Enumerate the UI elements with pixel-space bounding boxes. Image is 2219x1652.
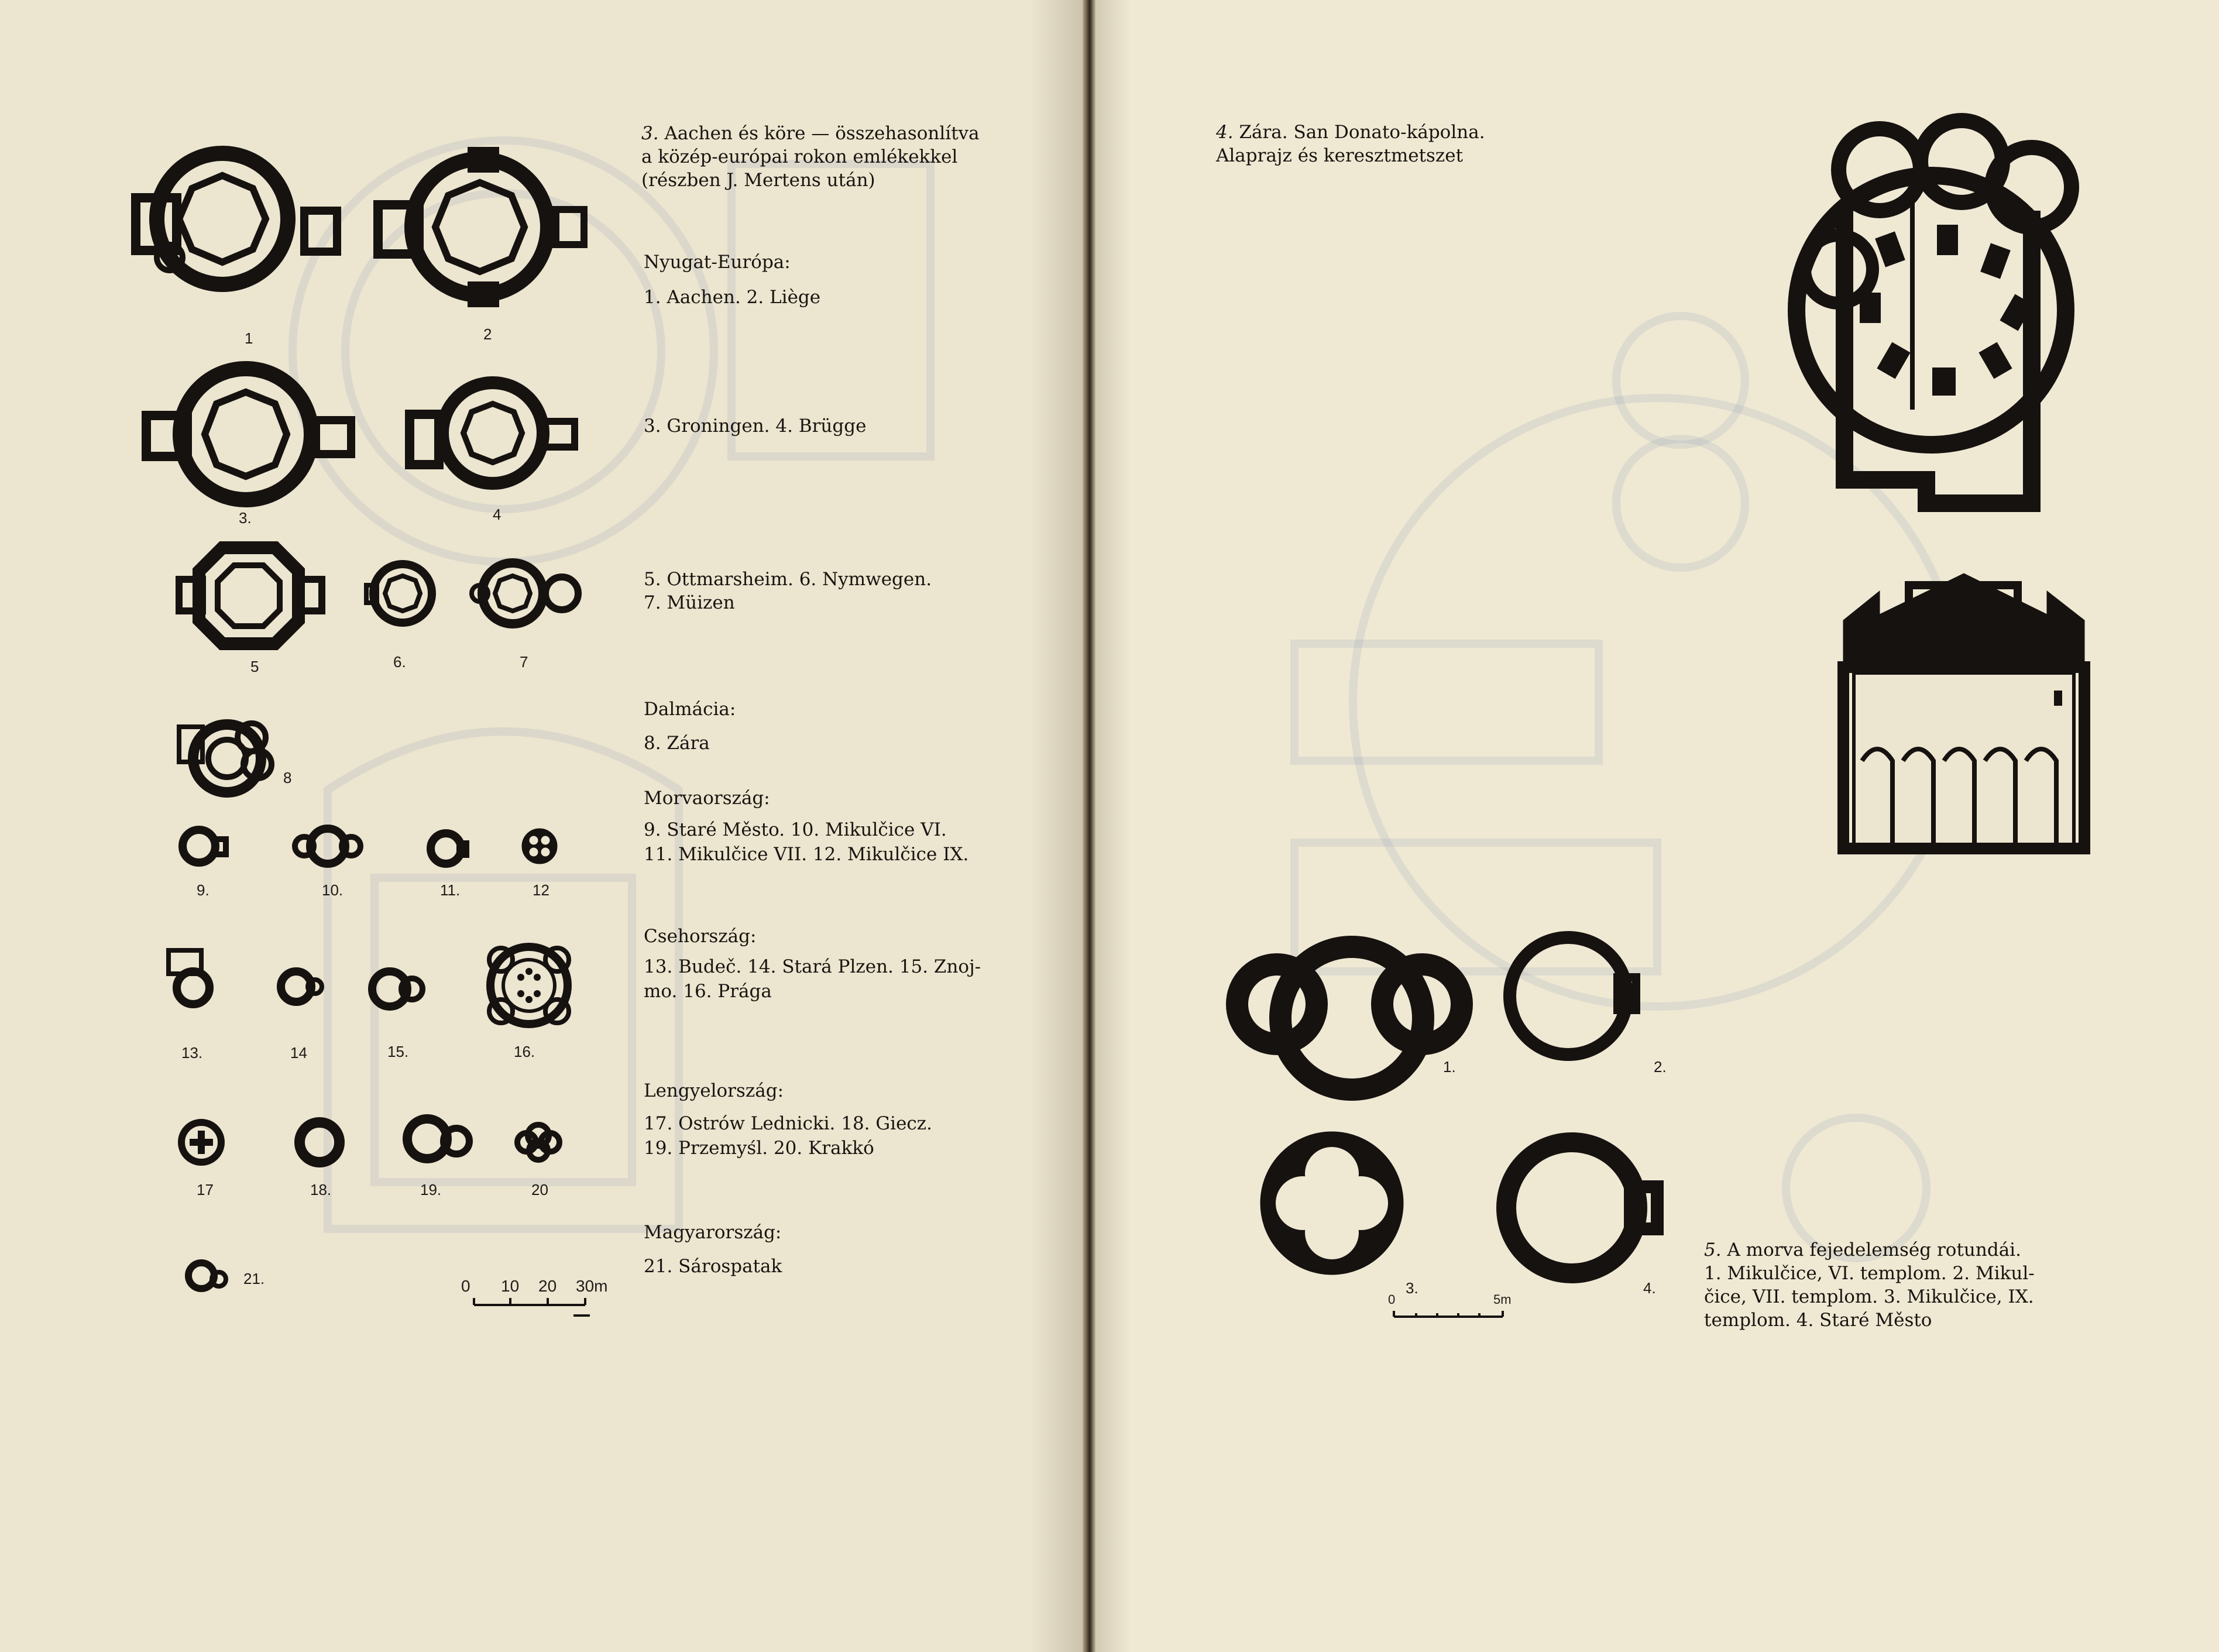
plan-liege [378,150,584,304]
region-entry: 8. Zára [644,733,710,754]
plan-ostrow-lednicki [181,1122,221,1162]
plan-label: 17 [197,1181,214,1198]
region-entry: 3. Groningen. 4. Brügge [644,415,867,437]
region-heading: Lengyelország: [644,1080,784,1101]
scale-tick: 20 [538,1277,557,1295]
plan-label: 20 [531,1181,548,1198]
caption-line: A morva fejedelemség rotundái. [1727,1239,2021,1261]
region-entry: mo. 16. Prága [644,981,772,1002]
plan-krakko [517,1125,559,1160]
region-heading: Dalmácia: [644,699,736,720]
zara-figure [1095,0,2219,1652]
plan-label: 4 [493,506,501,523]
book-gutter [1083,0,1095,1652]
region-entry: 11. Mikulčice VII. 12. Mikulčice IX. [644,844,969,865]
plan-label: 10. [322,881,344,899]
plan-mikulcice-vii [431,833,467,864]
plan-label: 21. [243,1270,265,1287]
caption-line: Alaprajz és keresztmetszet [1216,145,1464,166]
plan-stare-mesto [183,830,226,863]
caption-line: Aachen és köre — összehasonlítva [664,123,980,144]
rotunda-mikulcice-vii [1510,937,1636,1055]
figure-4-caption [1216,121,1544,167]
scale-tick: 10 [501,1277,520,1295]
region-entry: 1. Aachen. 2. Liège [644,287,821,308]
scale-tick: 0 [1388,1292,1396,1307]
caption-line: (részben J. Mertens után) [641,170,875,191]
plan-ottmarsheim [179,548,322,644]
figure-number: 3. [641,123,659,144]
rotunda-label: 3. [1406,1279,1418,1297]
rotunda-mikulcice-ix [1260,1132,1403,1275]
zara-ground-plan [1797,121,2072,503]
plan-przemysl [407,1119,469,1159]
right-page [1095,0,2219,1652]
plan-label: 7 [520,653,528,671]
region-heading: Magyarország: [644,1222,782,1243]
region-heading: Nyugat-Európa: [644,252,791,273]
plan-label: 12 [533,881,549,899]
plan-muizen [472,563,578,624]
scale-tick: 0 [461,1277,470,1295]
plan-sarospatak [188,1263,226,1289]
plan-label: 5 [250,658,259,675]
plan-label: 8 [283,769,292,786]
region-entry: 7. Müizen [644,592,735,613]
region-entry: 17. Ostrów Lednicki. 18. Giecz. [644,1113,932,1134]
scale-tick: 5m [1493,1292,1512,1307]
plan-label: 2 [483,325,492,343]
caption-line: a közép-európai rokon emlékekkel [641,146,958,167]
scale-tick: 30m [576,1277,608,1295]
caption-line: čice, VII. templom. 3. Mikulčice, IX. [1704,1286,2034,1307]
region-entry: 13. Budeč. 14. Stará Plzen. 15. Znoj- [644,956,981,977]
plan-nymwegen [366,564,432,623]
plan-stara-plzen [281,971,322,1002]
plan-znojmo [372,971,422,1007]
plan-groningen [146,369,351,500]
plan-praga [489,947,569,1024]
plan-label: 19. [420,1181,442,1198]
plan-label: 3. [239,509,252,527]
region-heading: Csehország: [644,926,757,947]
rotunda-label: 1. [1443,1058,1456,1076]
rotunda-mikulcice-vi [1237,947,1462,1090]
caption-line: Zára. San Donato-kápolna. [1239,122,1485,143]
plan-giecz [300,1122,339,1162]
plan-aachen [136,153,337,284]
zara-cross-section [1843,573,2084,849]
caption-line: templom. 4. Staré Město [1704,1310,1932,1331]
plan-budec [169,950,209,1004]
left-page [0,0,1083,1652]
plan-label: 16. [514,1043,535,1060]
region-entry: 19. Przemyśl. 20. Krakkó [644,1138,874,1159]
plan-mikulcice-ix [522,829,557,864]
plan-label: 9. [197,881,209,899]
plan-brugge [410,383,575,483]
plan-label: 13. [181,1044,203,1062]
plan-label: 15. [387,1043,409,1060]
region-heading: Morvaország: [644,788,770,809]
region-entry: 5. Ottmarsheim. 6. Nymwegen. [644,569,932,590]
plan-label: 18. [310,1181,332,1198]
scale-bar-right [1394,1311,1503,1317]
figure-number: 5. [1704,1239,1722,1261]
rotunda-label: 4. [1643,1279,1656,1297]
plan-label: 1 [245,329,253,347]
plan-label: 14 [290,1044,307,1062]
plan-zara [179,723,272,792]
region-entry: 9. Staré Město. 10. Mikulčice VI. [644,819,947,840]
rotunda-label: 2. [1654,1058,1667,1076]
rotunda-stare-mesto [1506,1142,1657,1273]
plan-label: 6. [393,653,406,671]
scale-bar-left [474,1298,590,1316]
region-entry: 21. Sárospatak [644,1256,782,1277]
caption-line: 1. Mikulčice, VI. templom. 2. Mikul- [1704,1263,2035,1284]
plan-label: 11. [440,881,461,899]
figure-number: 4. [1216,122,1234,143]
figure-5-caption [1704,1238,2067,1332]
figure-3-caption [641,122,1004,192]
plan-mikulcice-vi [295,829,360,864]
